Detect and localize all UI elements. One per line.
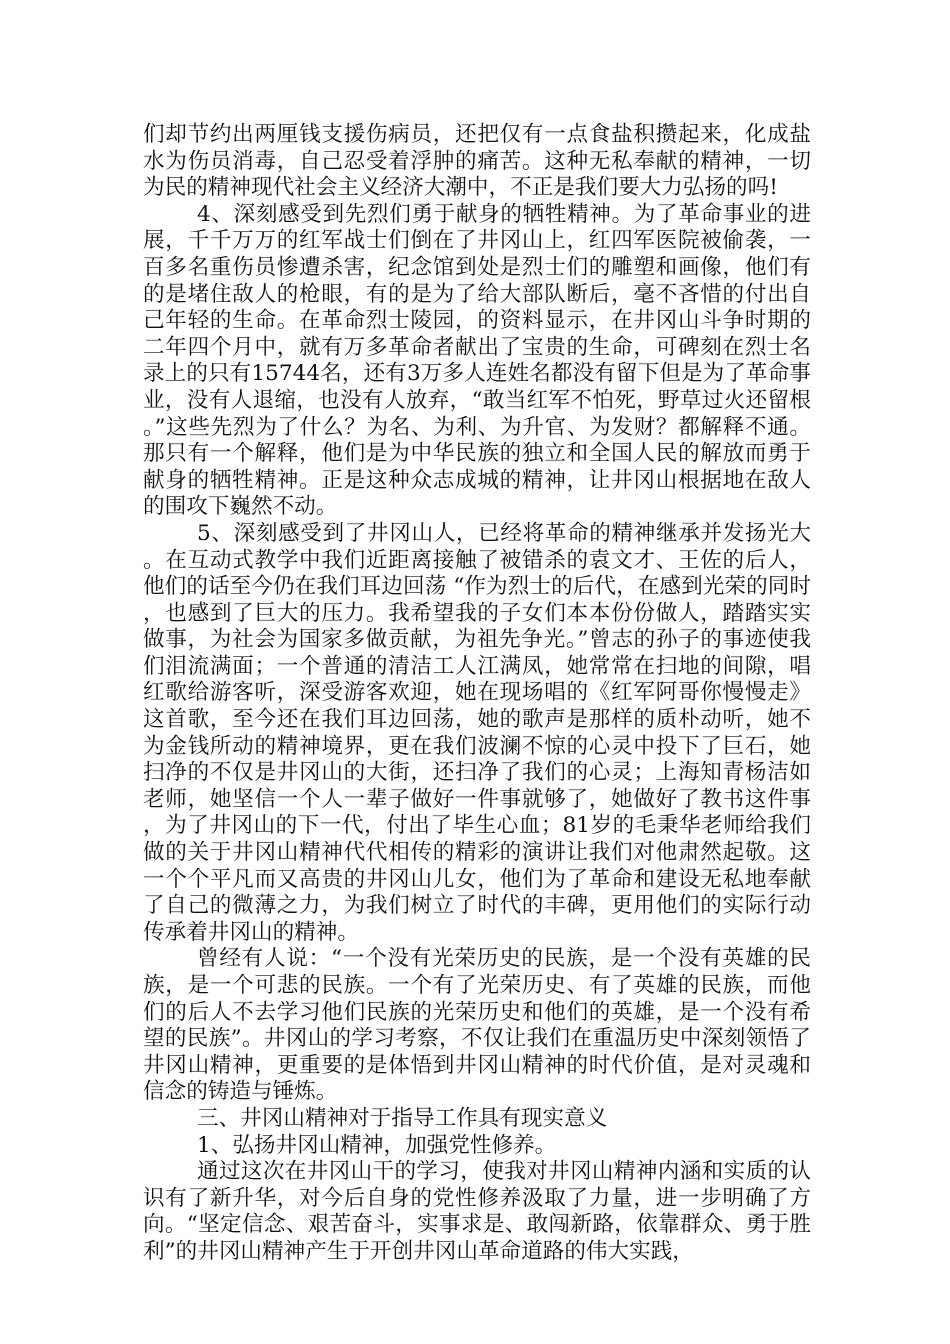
paragraph-section-4: 4、深刻感受到先烈们勇于献身的牺牲精神。为了革命事业的进展，千千万万的红军战士们倒在了井冈山上，红四军医院被偷袭，一百多名重伤员惨遭杀害，纪念馆到处是烈士们的雕塑和画像，他们有的是堵住敌人的枪眼，有的是为了给大部队断后，毫不吝惜的付出自己年轻的生命。在革命烈士陵园，的资料显示，在井冈山斗争时期的二年四个月中，就有万多革命者献出了宝贵的生命，可碑刻在烈士名录上的只有15744名，还有3万多人连姓名都没有留下但是为了革命事业，没有人退缩，也没有人放弃，“敢当红军不怕死，野草过火还留根。”这些先烈为了什么？为名、为利、为升官、为发财？都解释不通。那只有一个解释，他们是为中华民族的独立和全国人民的解放而勇于献身的牺牲精神。正是这种众志成城的精神，让井冈山根据地在敌人的围攻下巍然不动。 [143, 201, 811, 520]
paragraph-study: 通过这次在井冈山干的学习，使我对井冈山精神内涵和实质的认识有了新升华，对今后自身的党性修养汲取了力量，进一步明确了方向。“坚定信念、艰苦奋斗，实事求是、敢闯新路，依靠群众、勇于胜利”的井冈山精神产生于开创井冈山革命道路的伟大实践， [143, 1159, 811, 1264]
paragraph-continuation: 们却节约出两厘钱支援伤病员，还把仅有一点食盐积攒起来，化成盐水为伤员消毒，自己忍受着浮肿的痛苦。这种无私奉献的精神，一切为民的精神现代社会主义经济大潮中，不正是我们要大力弘扬的吗! [143, 122, 811, 201]
paragraph-quote: 曾经有人说：“一个没有光荣历史的民族，是一个没有英雄的民族，是一个可悲的民族。一个有了光荣历史、有了英雄的民族，而他们的后人不去学习他们民族的光荣历史和他们的英雄，是一个没有希望的民族”。井冈山的学习考察，不仅让我们在重温历史中深刻领悟了井冈山精神，更重要的是体悟到井冈山精神的时代价值，是对灵魂和信念的铸造与锤炼。 [143, 946, 811, 1105]
section-heading-3: 三、井冈山精神对于指导工作具有现实意义 [197, 1105, 608, 1131]
document-page [143, 122, 811, 1266]
subsection-heading-3-1: 1、弘扬井冈山精神，加强党性修养。 [197, 1132, 557, 1158]
paragraph-section-5: 5、深刻感受到了井冈山人，已经将革命的精神继承并发扬光大。在互动式教学中我们近距离接触了被错杀的袁文才、王佐的后人，他们的话至今仍在我们耳边回荡 “作为烈士的后代，在感到光荣的同时，也感到了巨大的压力。我希望我的子女们本本份份做人，踏踏实实做事，为社会为国家多做贡献，为祖先争光。”曾志的孙子的事迹使我们泪流满面；一个普通的清洁工人江满凤，她常常在扫地的间隙，唱红歌给游客听，深受游客欢迎，她在现场唱的《红军阿哥你慢慢走》这首歌，至今还在我们耳边回荡，她的歌声是那样的质朴动听，她不为金钱所动的精神境界，更在我们波澜不惊的心灵中投下了巨石，她扫净的不仅是井冈山的大街，还扫净了我们的心灵；上海知青杨洁如老师，她坚信一个人一辈子做好一件事就够了，她做好了教书这件事，为了井冈山的下一代，付出了毕生心血；81岁的毛秉华老师给我们做的关于井冈山精神代代相传的精彩的演讲让我们对他肃然起敬。这一个个平凡而又高贵的井冈山儿女，他们为了革命和建设无私地奉献了自己的微薄之力，为我们树立了时代的丰碑，更用他们的实际行动传承着井冈山的精神。 [143, 520, 811, 945]
